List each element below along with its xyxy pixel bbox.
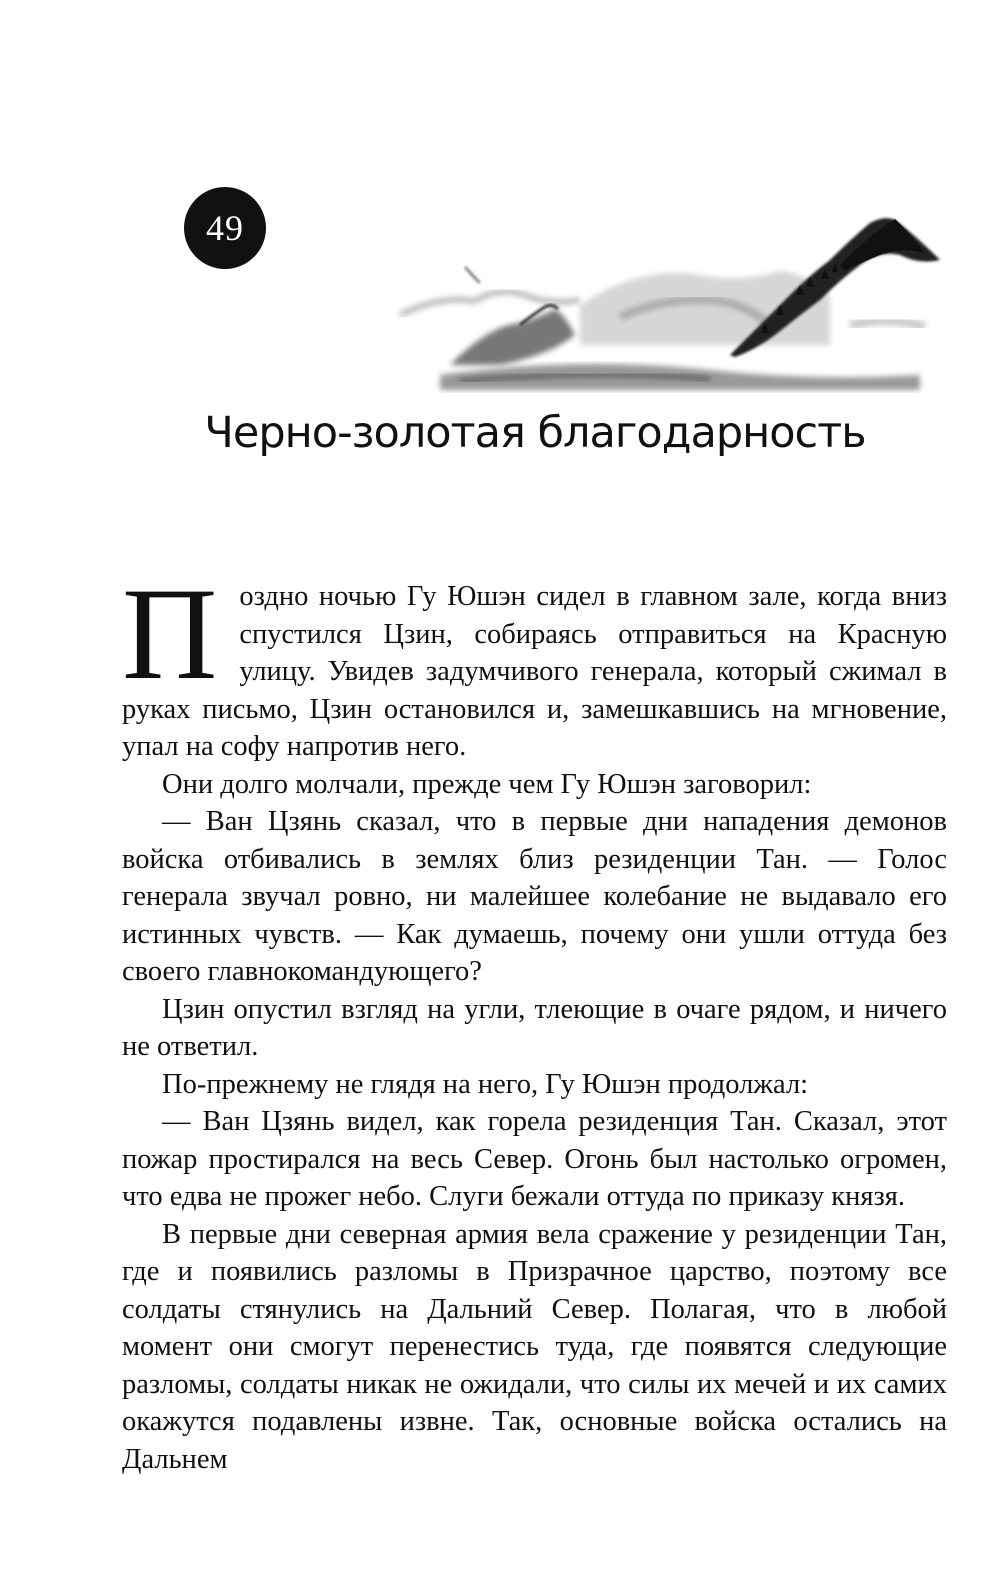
chapter-body [122, 560, 947, 1478]
chapter-title: Черно-золотая благодарность [204, 408, 866, 458]
paragraph: — Ван Цзянь видел, как горела резиденция Тан. Сказал, этот пожар простирался на весь Север. Огонь был настолько огромен, что едва не прожег небо. Слуги бежали оттуда по приказу князя. [122, 1106, 947, 1212]
paragraph: В первые дни северная армия вела сражение у резиденции Тан, где и появились разломы в Призрачное царство, поэтому все солдаты стянулись на Дальний Север. Полагая, что в любой момент они смогут перенестись туда, где появятся следующие разломы, солдаты никак не ожидали, что силы их мечей и их самих окажутся подавлены извне. Так, основные войска остались на Дальнем [122, 1218, 947, 1475]
chapter-number: 49 [206, 208, 244, 248]
mountain-landscape-icon [380, 205, 950, 400]
chapter-number-badge [184, 187, 266, 269]
paragraph: — Ван Цзянь сказал, что в первые дни нападения демонов войска отбивались в землях близ резиденции Тан. — Голос генерала звучал ровно, ни малейшее колебание не выдавало его истинных чувств. — Как думаешь, почему они ушли оттуда без своего главнокомандующего? [122, 806, 947, 987]
paragraph [122, 560, 947, 766]
drop-cap: П [122, 560, 218, 707]
paragraph: По-прежнему не глядя на него, Гу Юшэн продолжал: [162, 1068, 809, 1100]
paragraph: Они долго молчали, прежде чем Гу Юшэн заговорил: [162, 768, 812, 800]
paragraph-text: оздно ночью Гу Юшэн сидел в главном зале, когда вниз спустился Цзин, собираясь отправиться на Красную улицу. Увидев задумчивого генерала, который сжимал в руках письмо, Цзин остановился и, замешкавшись на мгновение, упал на софу напротив него. [122, 581, 947, 762]
paragraph: Цзин опустил взгляд на угли, тлеющие в очаге рядом, и ничего не ответил. [122, 993, 947, 1062]
